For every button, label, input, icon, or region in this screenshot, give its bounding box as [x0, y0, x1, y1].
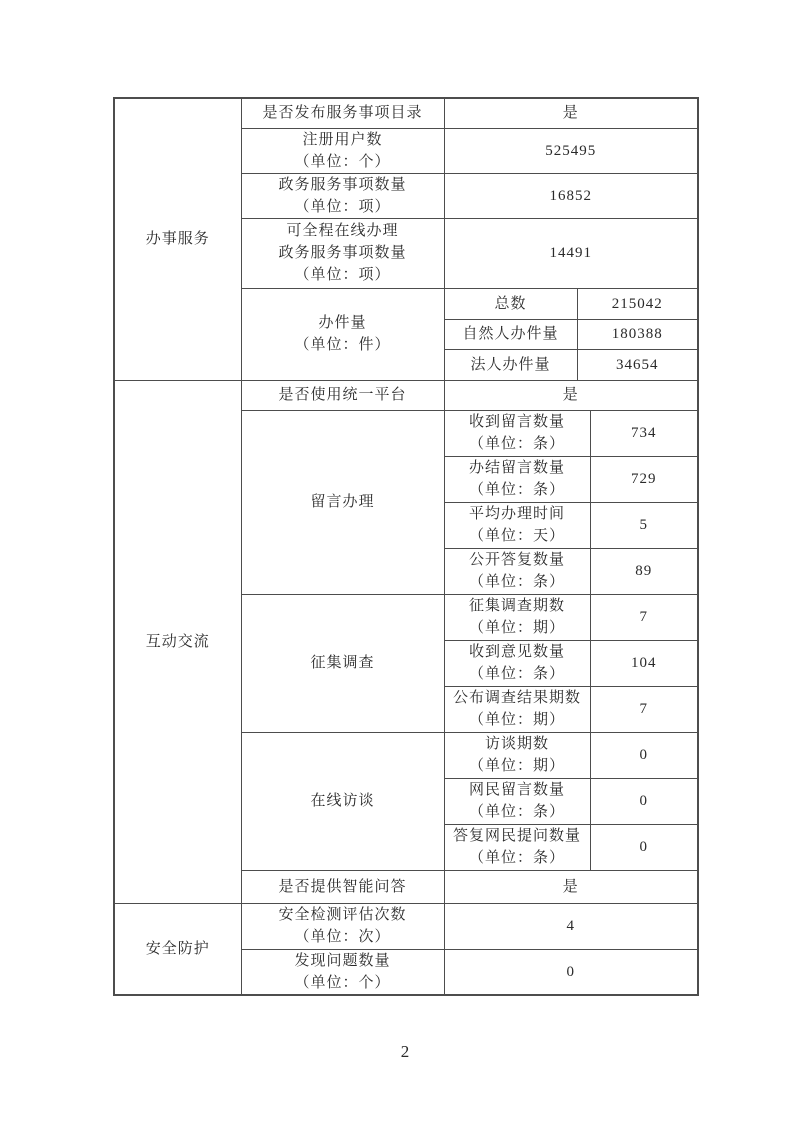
metric-label: 办件量 [318, 315, 367, 331]
sub-label-cell: 法人办件量 [444, 349, 577, 380]
category-cell: 办事服务 [114, 98, 241, 380]
sub-label: 访谈期数 [484, 736, 549, 752]
sub-label: 征集调查期数 [468, 598, 565, 614]
section-interaction [114, 380, 698, 903]
sub-unit: （单位：条） [468, 804, 565, 820]
sub-unit: （单位：条） [468, 850, 565, 866]
metric-label: 政务服务事项数量 [278, 245, 407, 261]
category-cell: 互动交流 [114, 380, 241, 903]
metric-label: 注册用户数 [302, 131, 383, 148]
sub-value-cell: 734 [590, 410, 698, 456]
sub-label-cell [444, 410, 590, 456]
metric-unit: （单位：个） [294, 974, 391, 991]
sub-label: 办结留言数量 [468, 460, 565, 476]
sub-unit: （单位：条） [468, 436, 565, 452]
metric-label-cell [241, 949, 444, 995]
page-number: 2 [400, 1042, 410, 1061]
sub-label-cell [444, 502, 590, 548]
sub-value-cell: 215042 [577, 288, 698, 319]
sub-unit: （单位：条） [468, 666, 565, 682]
metric-label-cell [241, 218, 444, 288]
metric-label: 发现问题数量 [294, 952, 391, 969]
section-service [114, 98, 698, 380]
metric-label-cell: 是否提供智能问答 [241, 870, 444, 903]
metric-value-cell: 4 [444, 903, 698, 949]
metric-value-cell: 14491 [444, 218, 698, 288]
metric-label-cell: 征集调查 [241, 594, 444, 732]
metric-label-cell: 是否发布服务事项目录 [241, 98, 444, 128]
metric-value-cell: 0 [444, 949, 698, 995]
metric-unit: （单位：个） [294, 153, 391, 170]
metric-label: 政务服务事项数量 [278, 176, 407, 193]
sub-value-cell: 5 [590, 502, 698, 548]
metric-label-cell: 是否使用统一平台 [241, 380, 444, 410]
metric-unit: （单位：项） [294, 198, 391, 215]
metric-label: 安全检测评估次数 [278, 907, 407, 923]
sub-value-cell: 34654 [577, 349, 698, 380]
metric-value-cell: 16852 [444, 173, 698, 218]
sub-label-cell: 总数 [444, 288, 577, 319]
sub-label-cell [444, 778, 590, 824]
metric-unit: （单位：件） [294, 337, 391, 353]
sub-value-cell: 729 [590, 456, 698, 502]
sub-label-cell: 自然人办件量 [444, 319, 577, 349]
metric-value-cell: 是 [444, 870, 698, 903]
metric-value-cell: 是 [444, 380, 698, 410]
metric-label-cell [241, 128, 444, 173]
sub-label: 公开答复数量 [468, 552, 565, 568]
metric-label-cell [241, 173, 444, 218]
table-row [114, 903, 698, 949]
sub-label-cell [444, 686, 590, 732]
section-security [114, 903, 698, 995]
sub-label-cell [444, 732, 590, 778]
sub-label-cell [444, 456, 590, 502]
sub-label-cell [444, 824, 590, 870]
sub-label: 收到留言数量 [468, 414, 565, 430]
sub-label: 答复网民提问数量 [452, 828, 581, 844]
sub-label-cell [444, 640, 590, 686]
metric-value-cell: 是 [444, 98, 698, 128]
sub-unit: （单位：期） [468, 758, 565, 774]
sub-label: 收到意见数量 [468, 644, 565, 660]
sub-label: 公布调查结果期数 [452, 690, 581, 706]
metric-unit: （单位：项） [294, 267, 391, 283]
metric-label-cell [241, 288, 444, 380]
report-table [113, 97, 699, 996]
sub-unit: （单位：期） [468, 712, 565, 728]
sub-value-cell: 104 [590, 640, 698, 686]
metric-label-cell [241, 903, 444, 949]
sub-value-cell: 7 [590, 686, 698, 732]
sub-value-cell: 180388 [577, 319, 698, 349]
sub-unit: （单位：天） [468, 528, 565, 544]
sub-label-cell [444, 594, 590, 640]
sub-value-cell: 0 [590, 732, 698, 778]
sub-unit: （单位：条） [468, 482, 565, 498]
sub-value-cell: 7 [590, 594, 698, 640]
category-cell: 安全防护 [114, 903, 241, 995]
metric-label-cell: 在线访谈 [241, 732, 444, 870]
sub-unit: （单位：期） [468, 620, 565, 636]
sub-value-cell: 0 [590, 824, 698, 870]
table-row [114, 98, 698, 128]
table-row [114, 380, 698, 410]
sub-label: 平均办理时间 [468, 506, 565, 522]
metric-label-cell: 留言办理 [241, 410, 444, 594]
sub-label: 网民留言数量 [468, 782, 565, 798]
sub-unit: （单位：条） [468, 574, 565, 590]
metric-label: 可全程在线办理 [286, 223, 399, 239]
metric-unit: （单位：次） [294, 929, 391, 945]
sub-label-cell [444, 548, 590, 594]
sub-value-cell: 0 [590, 778, 698, 824]
sub-value-cell: 89 [590, 548, 698, 594]
metric-value-cell: 525495 [444, 128, 698, 173]
